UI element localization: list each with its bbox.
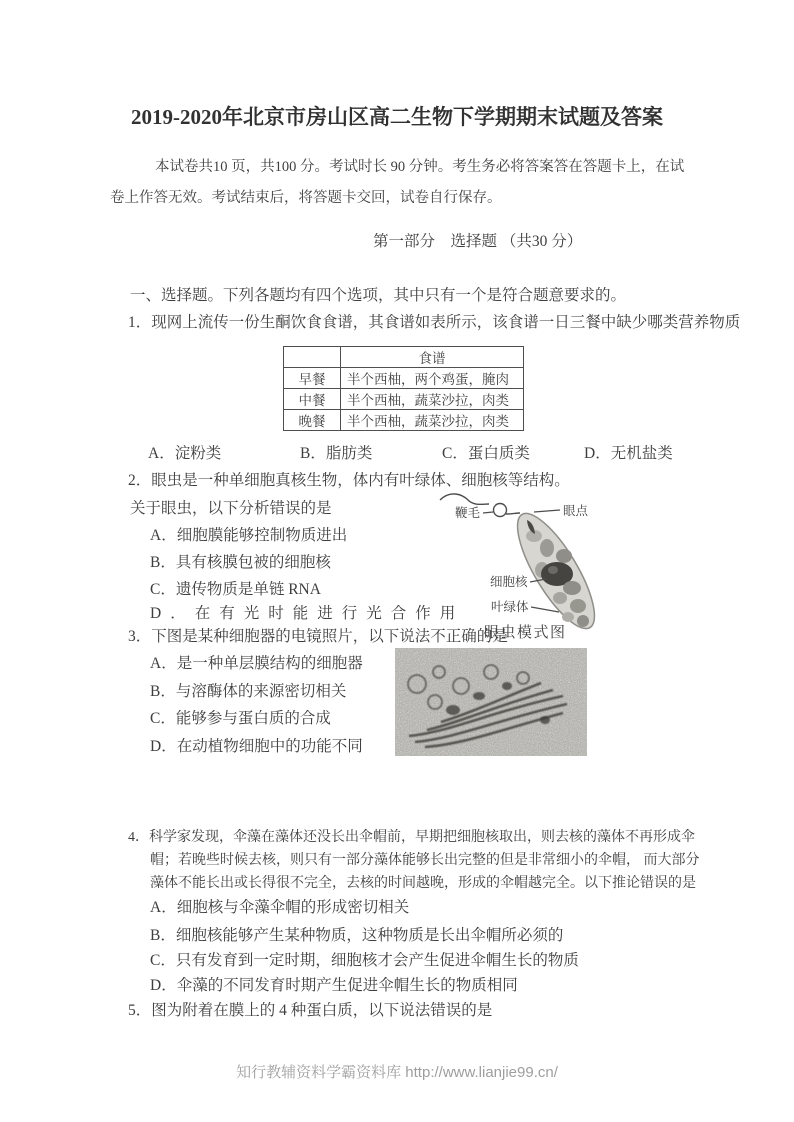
question-2-option-a: A．细胞膜能够控制物质进出: [150, 527, 348, 544]
euglena-diagram-figure: [410, 486, 700, 648]
question-3-option-d: D．在动植物细胞中的功能不同: [150, 738, 363, 755]
table-row: [284, 368, 524, 389]
meal-cell: 早餐: [284, 368, 341, 389]
euglena-body: [504, 504, 608, 639]
flagellum-label: 鞭毛: [455, 506, 481, 520]
question-2-option-b: B．具有核膜包被的细胞核: [150, 554, 331, 571]
question-3-option-c: C．能够参与蛋白质的合成: [150, 710, 331, 727]
section-instruction: 一、选择题。下列各题均有四个选项，其中只有一个是符合题意要求的。: [130, 287, 627, 304]
meal-cell: 中餐: [284, 389, 341, 410]
section-heading: 第一部分 选择题 （共30 分）: [373, 233, 583, 250]
question-1-option-b: B．脂肪类: [300, 445, 373, 462]
question-4-stem-line-3: 藻体不能长出或长得很不完全，去核的时间越晚，形成的伞帽越完全。以下推论错误的是: [150, 876, 696, 891]
chloroplast-label: 叶绿体: [491, 600, 529, 614]
question-3-option-b: B．与溶酶体的来源密切相关: [150, 683, 347, 700]
question-5-stem: 5．图为附着在膜上的 4 种蛋白质，以下说法错误的是: [128, 1002, 493, 1019]
menu-cell: 半个西柚，蔬菜沙拉，肉类: [341, 410, 524, 431]
question-4-stem-line-1: 4．科学家发现，伞藻在藻体还没长出伞帽前，早期把细胞核取出，则去核的藻体不再形成伞: [128, 830, 695, 845]
organelle-micrograph-figure: [395, 648, 587, 756]
question-4-option-c: C．只有发育到一定时期，细胞核才会产生促进伞帽生长的物质: [150, 952, 579, 969]
question-1-option-c: C．蛋白质类: [442, 445, 530, 462]
question-4-option-a: A．细胞核与伞藻伞帽的形成密切相关: [150, 899, 410, 916]
intro-line-2: 卷上作答无效。考试结束后，将答题卡交回，试卷自行保存。: [110, 190, 502, 206]
euglena-caption: 眼虫模式图: [484, 625, 567, 641]
question-2-option-c: C．遗传物质是单链 RNA: [150, 581, 321, 598]
table-row: [284, 347, 524, 368]
menu-cell: 半个西柚，蔬菜沙拉，肉类: [341, 389, 524, 410]
question-1-stem: 1．现网上流传一份生酮饮食食谱，其食谱如表所示，该食谱一日三餐中缺少哪类营养物质: [128, 314, 741, 331]
exam-intro: [110, 157, 694, 208]
question-3-stem: 3．下图是某种细胞器的电镜照片，以下说法不正确的是: [128, 628, 508, 645]
diet-table: [283, 346, 524, 431]
nucleus-label: 细胞核: [490, 575, 528, 589]
question-4-stem-line-2: 帽；若晚些时候去核，则只有一部分藻体能够长出完整的但是非常细小的伞帽， 而大部分: [150, 853, 700, 868]
question-3-option-a: A．是一种单层膜结构的细胞器: [150, 655, 363, 672]
question-1-option-a: A．淀粉类: [148, 445, 222, 462]
table-header-cell: 食谱: [341, 347, 524, 368]
table-corner-cell: [284, 347, 341, 368]
table-row: [284, 389, 524, 410]
intro-line-1: 本试卷共10 页，共100 分。考试时长 90 分钟。考生务必将答案答在答题卡上，在试: [155, 159, 685, 175]
question-4-option-b: B．细胞核能够产生某种物质，这种物质是长出伞帽所必须的: [150, 927, 564, 944]
question-4-option-d: D．伞藻的不同发育时期产生促进伞帽生长的物质相同: [150, 977, 518, 994]
watermark-footer: 知行教辅资料学霸资料库 http://www.lianjie99.cn/: [236, 1064, 558, 1081]
question-2-stem-line-2: 关于眼虫，以下分析错误的是: [130, 500, 332, 517]
exam-title: 2019-2020年北京市房山区高二生物下学期期末试题及答案: [131, 105, 663, 129]
question-1-options: [128, 444, 794, 464]
question-2-stem-line-1: 2．眼虫是一种单细胞真核生物，体内有叶绿体、细胞核等结构。: [128, 472, 570, 489]
menu-cell: 半个西柚，两个鸡蛋，腌肉: [341, 368, 524, 389]
meal-cell: 晚餐: [284, 410, 341, 431]
question-2-option-d: D．在有光时能进行光合作用: [150, 605, 465, 622]
table-row: [284, 410, 524, 431]
question-1-option-d: D．无机盐类: [584, 445, 673, 462]
question-4-stem: [128, 828, 700, 894]
eyespot-label: 眼点: [563, 504, 589, 518]
